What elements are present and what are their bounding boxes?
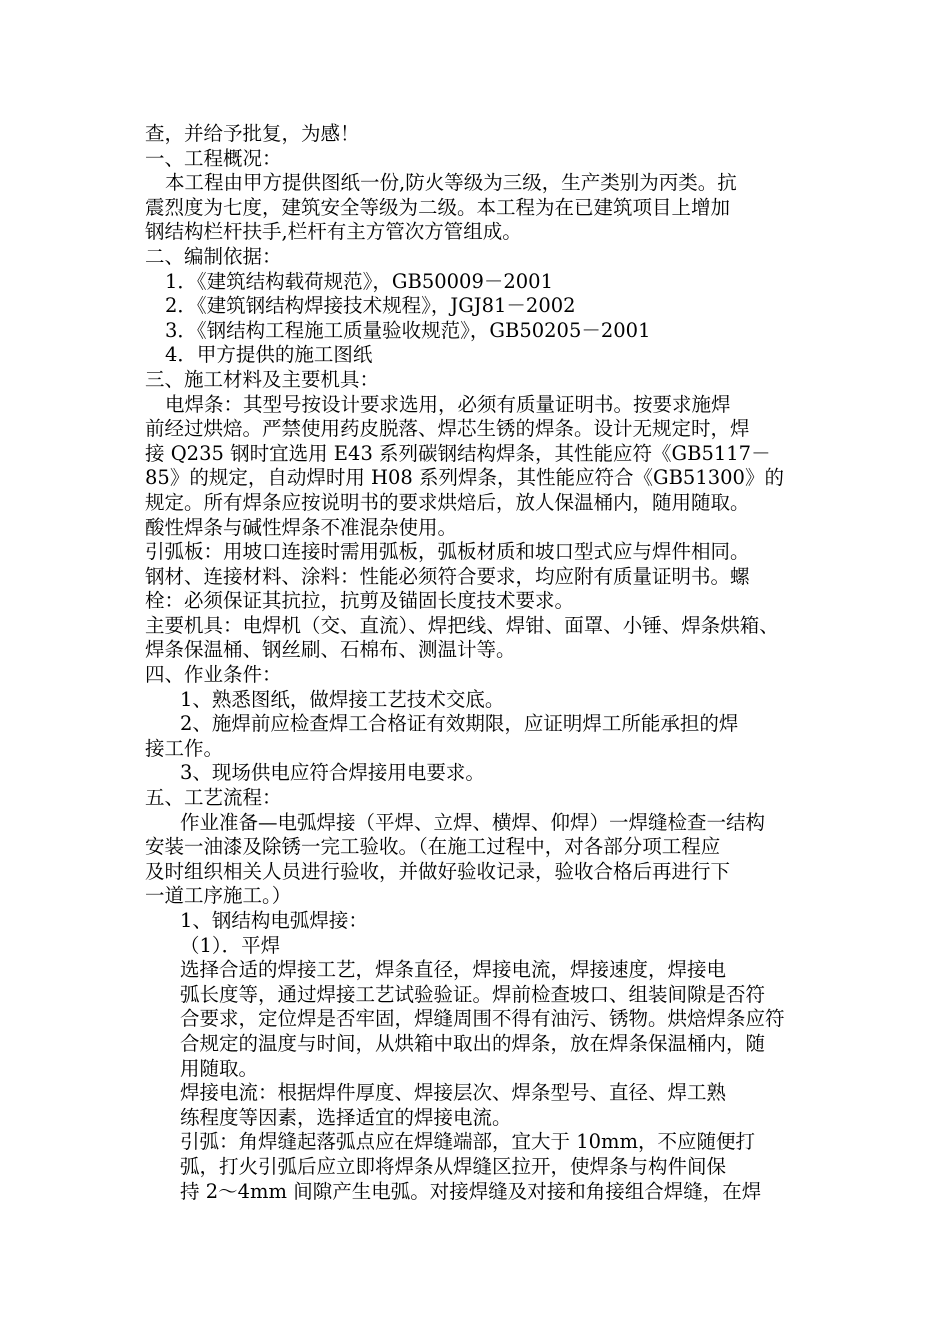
text-line: 4．甲方提供的施工图纸 <box>165 343 373 367</box>
document-body <box>145 122 815 1204</box>
text-line: 酸性焊条与碱性焊条不准混杂使用。 <box>145 515 458 539</box>
text-line: 1．《建筑结构载荷规范》，GB50009－2001 <box>165 269 553 293</box>
text-line: 接工作。 <box>145 736 224 760</box>
text-line: 3．《钢结构工程施工质量验收规范》，GB50205－2001 <box>165 318 651 342</box>
text-line: 栓：必须保证其抗拉，抗剪及锚固长度技术要求。 <box>145 589 575 613</box>
text-line: 弧长度等，通过焊接工艺试验验证。焊前检查坡口、组装间隙是否符 <box>180 982 766 1006</box>
text-line: 合规定的温度与时间，从烘箱中取出的焊条，放在焊条保温桶内，随 <box>180 1031 766 1055</box>
text-line: 弧，打火引弧后应立即将焊条从焊缝区拉开，使焊条与构件间保 <box>180 1154 727 1178</box>
text-line: 引弧：角焊缝起落弧点应在焊缝端部，宜大于 10mm，不应随便打 <box>180 1130 755 1154</box>
text-line: 一、工程概况： <box>145 146 282 170</box>
text-line: 五、工艺流程： <box>145 786 282 810</box>
text-line: 本工程由甲方提供图纸一份,防火等级为三级，生产类别为丙类。抗 <box>165 171 737 195</box>
text-line: 焊接电流：根据焊件厚度、焊接层次、焊条型号、直径、焊工熟 <box>180 1081 727 1105</box>
text-line: 焊条保温桶、钢丝刷、石棉布、测温计等。 <box>145 638 516 662</box>
text-line: 及时组织相关人员进行验收，并做好验收记录，验收合格后再进行下 <box>145 859 731 883</box>
text-line: 二、编制依据： <box>145 244 282 268</box>
text-line: 1、熟悉图纸，做焊接工艺技术交底。 <box>180 687 505 711</box>
text-line: 用随取。 <box>180 1056 259 1080</box>
text-line: 2．《建筑钢结构焊接技术规程》，JGJ81－2002 <box>165 294 576 318</box>
text-line: 规定。所有焊条应按说明书的要求烘焙后，放人保温桶内，随用随取。 <box>145 490 750 514</box>
text-line: 主要机具：电焊机（交、直流）、焊把线、焊钳、面罩、小锤、焊条烘箱、 <box>145 613 779 637</box>
text-line: 3、现场供电应符合焊接用电要求。 <box>180 761 485 785</box>
text-line: （1）．平焊 <box>180 933 281 957</box>
text-line: 钢结构栏杆扶手,栏杆有主方管次方管组成。 <box>145 220 522 244</box>
text-line: 前经过烘焙。严禁使用药皮脱落、焊芯生锈的焊条。设计无规定时，焊 <box>145 417 750 441</box>
text-line: 一道工序施工。） <box>145 884 292 908</box>
text-line: 电焊条：其型号按设计要求选用，必须有质量证明书。按要求施焊 <box>165 392 731 416</box>
text-line: 三、施工材料及主要机具： <box>145 367 380 391</box>
text-line: 2、施焊前应检查焊工合格证有效期限，应证明焊工所能承担的焊 <box>180 712 739 736</box>
text-line: 四、作业条件： <box>145 663 282 687</box>
text-line: 引弧板：用坡口连接时需用弧板，弧板材质和坡口型式应与焊件相同。 <box>145 540 750 564</box>
text-line: 震烈度为七度，建筑安全等级为二级。本工程为在已建筑项目上增加 <box>145 195 731 219</box>
text-line: 选择合适的焊接工艺，焊条直径，焊接电流，焊接速度，焊接电 <box>180 958 727 982</box>
text-line: 接 Q235 钢时宜选用 E43 系列碳钢结构焊条，其性能应符《GB5117－ <box>145 441 771 465</box>
text-line: 作业准备—电弧焊接（平焊、立焊、横焊、仰焊）一焊缝检查一结构 <box>180 810 766 834</box>
text-line: 安装一油漆及除锈一完工验收。（在施工过程中，对各部分项工程应 <box>145 835 721 859</box>
text-line: 1、钢结构电弧焊接： <box>180 909 368 932</box>
text-line: 查，并给予批复，为感！ <box>145 122 360 145</box>
text-line: 持 2～4mm 间隙产生电弧。对接焊缝及对接和角接组合焊缝，在焊 <box>180 1179 762 1203</box>
text-line: 钢材、连接材料、涂料：性能必须符合要求，均应附有质量证明书。螺 <box>145 564 750 588</box>
text-line: 练程度等因素，选择适宜的焊接电流。 <box>180 1105 512 1129</box>
text-line: 85》的规定，自动焊时用 H08 系列焊条，其性能应符合《GB51300》的 <box>145 466 784 490</box>
text-line: 合要求，定位焊是否牢固，焊缝周围不得有油污、锈物。烘焙焊条应符 <box>180 1007 785 1031</box>
